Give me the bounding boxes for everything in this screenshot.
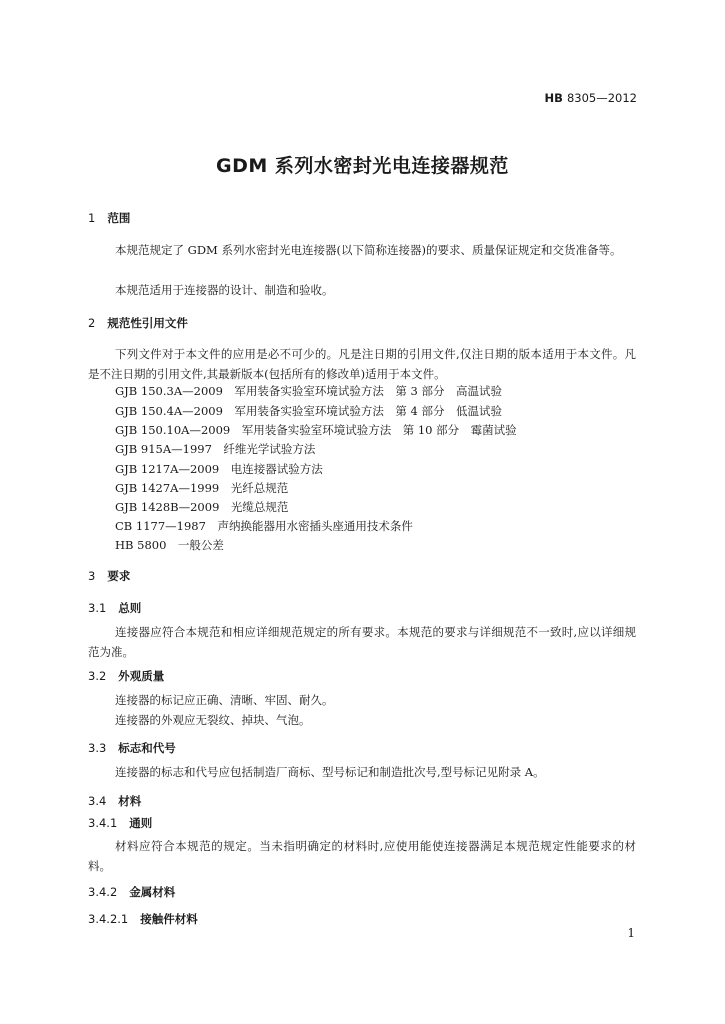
reference-item: GJB 915A—1997 纤维光学试验方法 xyxy=(115,442,316,456)
section-1-paragraph-1: 本规范规定了 GDM 系列水密封光电连接器(以下简称连接器)的要求、质量保证规定和交货准备等。 xyxy=(115,243,622,257)
section-3-1-paragraph: 连接器应符合本规范和相应详细规范规定的所有要求。本规范的要求与详细规范不一致时,应以详细规范为准。 xyxy=(88,625,636,659)
section-1-heading xyxy=(88,210,130,226)
section-1-paragraph-2: 本规范适用于连接器的设计、制造和验收。 xyxy=(115,283,334,297)
page-number: 1 xyxy=(627,926,635,940)
reference-item: GJB 150.10A—2009 军用装备实验室环境试验方法 第 10 部分 霉菌试验 xyxy=(115,423,517,437)
section-title: 总则 xyxy=(118,601,142,615)
section-3-1-heading xyxy=(88,600,141,616)
section-number: 3 xyxy=(88,569,96,583)
section-2-heading xyxy=(88,315,188,331)
section-number: 3.1 xyxy=(88,601,107,615)
section-3-4-1-heading xyxy=(88,815,152,831)
section-3-4-heading xyxy=(88,793,141,809)
standard-number: 8305—2012 xyxy=(566,91,637,105)
section-3-3-heading xyxy=(88,740,176,756)
section-2-paragraph: 下列文件对于本文件的应用是必不可少的。凡是注日期的引用文件,仅注日期的版本适用于本文件。凡是不注日期的引用文件,其最新版本(包括所有的修改单)适用于本文件。 xyxy=(88,347,636,381)
section-3-2-heading xyxy=(88,668,164,684)
section-title: 接触件材料 xyxy=(140,912,198,926)
section-3-2-line-2: 连接器的外观应无裂纹、掉块、气泡。 xyxy=(115,713,311,727)
section-3-4-2-heading xyxy=(88,884,175,900)
reference-item: CB 1177—1987 声纳换能器用水密插头座通用技术条件 xyxy=(115,519,413,533)
section-3-4-2-1-heading xyxy=(88,911,198,927)
section-3-3-paragraph: 连接器的标志和代号应包括制造厂商标、型号标记和制造批次号,型号标记见附录 A。 xyxy=(115,765,545,779)
reference-item: GJB 1428B—2009 光缆总规范 xyxy=(115,500,289,514)
reference-item: GJB 150.3A—2009 军用装备实验室环境试验方法 第 3 部分 高温试验 xyxy=(115,384,503,398)
section-number: 3.4 xyxy=(88,794,107,808)
standard-code xyxy=(545,91,637,105)
reference-item: HB 5800 一般公差 xyxy=(115,538,224,552)
reference-item: GJB 150.4A—2009 军用装备实验室环境试验方法 第 4 部分 低温试验 xyxy=(115,404,503,418)
section-3-heading xyxy=(88,568,130,584)
section-number: 3.2 xyxy=(88,669,107,683)
section-title: 规范性引用文件 xyxy=(107,316,188,330)
reference-item: GJB 1427A—1999 光纤总规范 xyxy=(115,481,289,495)
section-title: 范围 xyxy=(107,211,131,225)
reference-item: GJB 1217A—2009 电连接器试验方法 xyxy=(115,462,323,476)
section-3-4-1-paragraph: 材料应符合本规范的规定。当未指明确定的材料时,应使用能使连接器满足本规范规定性能要求的材料。 xyxy=(88,839,636,873)
section-title: 材料 xyxy=(118,794,142,808)
section-number: 2 xyxy=(88,316,96,330)
section-number: 3.4.2.1 xyxy=(88,912,129,926)
section-title: 通则 xyxy=(129,816,153,830)
section-title: 金属材料 xyxy=(129,885,176,899)
section-number: 3.4.1 xyxy=(88,816,118,830)
section-number: 1 xyxy=(88,211,96,225)
section-number: 3.3 xyxy=(88,741,107,755)
section-title: 要求 xyxy=(107,569,131,583)
section-number: 3.4.2 xyxy=(88,885,118,899)
standard-prefix: HB xyxy=(544,91,563,105)
section-title: 标志和代号 xyxy=(118,741,176,755)
document-title: GDM 系列水密封光电连接器规范 xyxy=(216,155,509,177)
section-title: 外观质量 xyxy=(118,669,165,683)
section-3-2-line-1: 连接器的标记应正确、清晰、牢固、耐久。 xyxy=(115,693,334,707)
